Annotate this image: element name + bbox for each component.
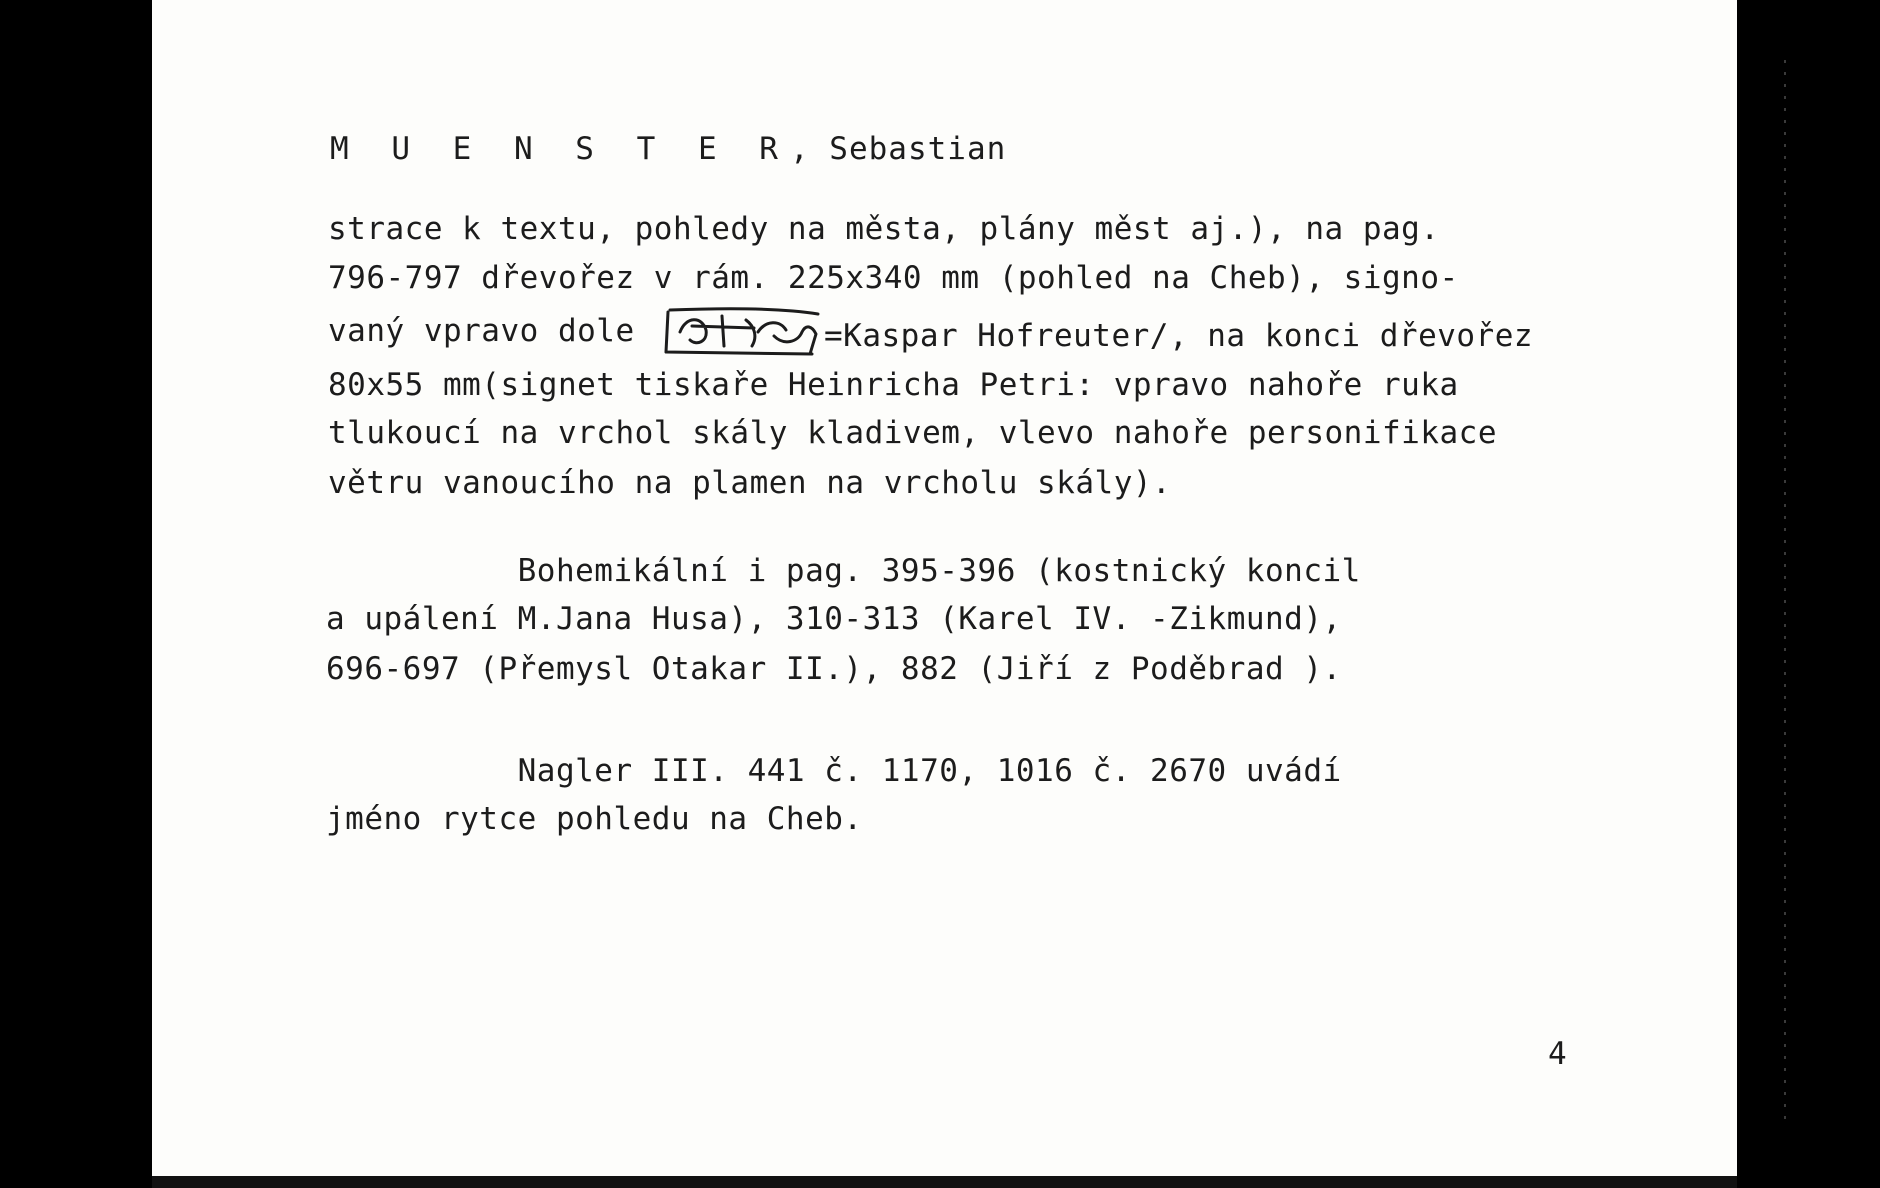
paragraph2-line3: 696-697 (Přemysl Otakar II.), 882 (Jiří z Poděbrad ). [326, 651, 1342, 687]
page-number: 4 [1548, 1036, 1567, 1072]
paragraph1-line3a: vaný vpravo dole [328, 313, 635, 349]
monogram-signature-icon [662, 306, 824, 358]
paragraph2-line2: a upálení M.Jana Husa), 310-313 (Karel IV. -Zikmund), [326, 601, 1342, 637]
paragraph1-line4: 80x55 mm(signet tiskaře Heinricha Petri: vpravo nahoře ruka [328, 367, 1459, 403]
paragraph1-line5: tlukoucí na vrchol skály kladivem, vlevo nahoře personifikace [328, 415, 1497, 451]
author-forename: , Sebastian [789, 131, 1007, 167]
paragraph3-line1: Nagler III. 441 č. 1170, 1016 č. 2670 uvádí [326, 753, 1342, 789]
paragraph1-line1: strace k textu, pohledy na města, plány měst aj.), na pag. [328, 211, 1440, 247]
scan-gutter-marks [1784, 60, 1786, 1120]
paragraph1-line3b: =Kaspar Hofreuter/, na konci dřevořez [824, 318, 1534, 354]
paragraph1-line2: 796-797 dřevořez v rám. 225x340 mm (pohled na Cheb), signo- [328, 260, 1459, 296]
paragraph3-line2: jméno rytce pohledu na Cheb. [326, 801, 863, 837]
author-surname: M U E N S T E R [330, 131, 790, 167]
card-heading [330, 131, 1007, 167]
paragraph1-line6: větru vanoucího na plamen na vrcholu skály). [328, 465, 1172, 501]
card-shadow-edge [152, 1176, 1737, 1188]
paragraph2-line1: Bohemikální i pag. 395-396 (kostnický koncil [326, 553, 1361, 589]
